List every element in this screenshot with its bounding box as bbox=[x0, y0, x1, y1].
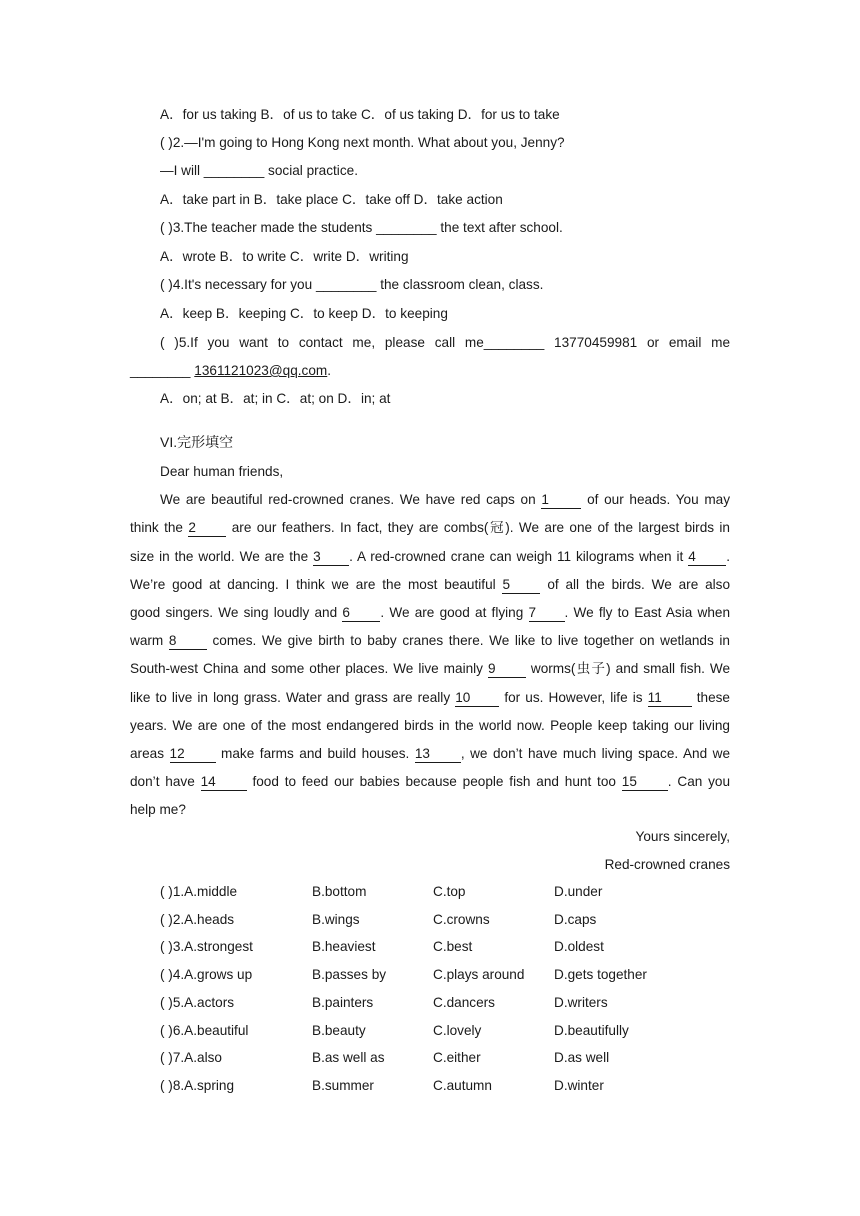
passage-line-8 bbox=[130, 688, 730, 708]
passage-line-9: years. We are one of the most endangered birds in the world now. People keep taking our living bbox=[130, 718, 730, 733]
passage-line-11 bbox=[130, 772, 730, 792]
passage-text: , we don’t have much living space. And we bbox=[460, 746, 731, 761]
passage-text: warm bbox=[130, 633, 164, 648]
blank-4: 4 bbox=[688, 549, 726, 566]
option-b: B.bottom bbox=[312, 884, 367, 899]
passage-line-1 bbox=[160, 490, 730, 510]
passage-text: . A red-crowned crane can weigh 11 kilograms when it bbox=[349, 549, 684, 564]
blank-9: 9 bbox=[488, 661, 526, 678]
question-row bbox=[160, 965, 730, 985]
q5-options: A．on; at B．at; in C．at; on D．in; at bbox=[160, 391, 391, 406]
question-row bbox=[160, 1048, 730, 1068]
passage-text: . Can you bbox=[667, 774, 731, 789]
q5-stem: ( )5.If you want to contact me, please call me________ 13770459981 or email me bbox=[160, 335, 730, 350]
passage-text: are our feathers. In fact, they are combs(冠). We are one of the largest birds in bbox=[231, 520, 730, 535]
option-d: D.beautifully bbox=[554, 1023, 629, 1038]
blank-2: 2 bbox=[188, 520, 226, 537]
passage-text: make farms and build houses. bbox=[221, 746, 410, 761]
q1-options: A．for us taking B．of us to take C．of us taking D．for us to take bbox=[160, 107, 560, 122]
question-row bbox=[160, 1021, 730, 1041]
passage-text: like to live in long grass. Water and grass are really bbox=[130, 690, 451, 705]
option-c: C.autumn bbox=[433, 1078, 492, 1093]
blank-3: 3 bbox=[313, 549, 349, 566]
blank-13: 13 bbox=[415, 746, 461, 763]
passage-text: We are beautiful red-crowned cranes. We have red caps on bbox=[160, 492, 536, 507]
option-d: D.oldest bbox=[554, 939, 604, 954]
q4-options: A．keep B．keeping C．to keep D．to keeping bbox=[160, 306, 448, 321]
question-stem: ( )3.A.strongest bbox=[160, 939, 253, 954]
question-stem: ( )4.A.grows up bbox=[160, 967, 253, 982]
q5-blank: ________ bbox=[130, 363, 191, 378]
passage-line-12: help me? bbox=[130, 802, 186, 817]
blank-14: 14 bbox=[201, 774, 247, 791]
blank-12: 12 bbox=[170, 746, 216, 763]
option-d: D.gets together bbox=[554, 967, 647, 982]
passage-text: good singers. We sing loudly and bbox=[130, 605, 338, 620]
option-c: C.crowns bbox=[433, 912, 490, 927]
passage-text: comes. We give birth to baby cranes there. We like to live together on wetlands in bbox=[212, 633, 730, 648]
passage-text: We’re good at dancing. I think we are the most beautiful bbox=[130, 577, 496, 592]
blank-11: 11 bbox=[648, 690, 692, 707]
option-c: C.dancers bbox=[433, 995, 495, 1010]
question-stem: ( )8.A.spring bbox=[160, 1078, 235, 1093]
salutation: Dear human friends, bbox=[160, 464, 284, 479]
question-row bbox=[160, 910, 730, 930]
question-row bbox=[160, 1076, 730, 1096]
q3-stem: ( )3.The teacher made the students ________ the text after school. bbox=[160, 220, 563, 235]
passage-text: of all the birds. We are also bbox=[547, 577, 731, 592]
question-row bbox=[160, 937, 730, 957]
question-stem: ( )7.A.also bbox=[160, 1050, 222, 1065]
option-b: B.heaviest bbox=[312, 939, 376, 954]
passage-text: size in the world. We are the bbox=[130, 549, 309, 564]
passage-text: for us. However, life is bbox=[504, 690, 643, 705]
passage-text: these bbox=[696, 690, 730, 705]
option-c: C.either bbox=[433, 1050, 481, 1065]
option-b: B.wings bbox=[312, 912, 360, 927]
q3-options: A．wrote B．to write C．write D．writing bbox=[160, 249, 409, 264]
passage-text: . We are good at flying bbox=[380, 605, 524, 620]
q5-continuation bbox=[130, 361, 730, 381]
q2-reply: —I will ________ social practice. bbox=[160, 163, 358, 178]
option-b: B.beauty bbox=[312, 1023, 366, 1038]
question-stem: ( )6.A.beautiful bbox=[160, 1023, 249, 1038]
blank-6: 6 bbox=[342, 605, 380, 622]
question-row bbox=[160, 882, 730, 902]
option-d: D.writers bbox=[554, 995, 608, 1010]
option-c: C.top bbox=[433, 884, 466, 899]
option-c: C.lovely bbox=[433, 1023, 482, 1038]
option-d: D.caps bbox=[554, 912, 597, 927]
section-heading: VI.完形填空 bbox=[160, 434, 234, 450]
option-c: C.plays around bbox=[433, 967, 525, 982]
question-stem: ( )5.A.actors bbox=[160, 995, 235, 1010]
option-d: D.as well bbox=[554, 1050, 610, 1065]
option-b: B.summer bbox=[312, 1078, 374, 1093]
option-b: B.painters bbox=[312, 995, 374, 1010]
blank-1: 1 bbox=[541, 492, 581, 509]
option-c: C.best bbox=[433, 939, 473, 954]
question-row bbox=[160, 993, 730, 1013]
passage-line-6 bbox=[130, 631, 730, 651]
q2-stem: ( )2.—I'm going to Hong Kong next month. What about you, Jenny? bbox=[160, 135, 565, 150]
passage-line-4 bbox=[130, 575, 730, 595]
passage-text: . We fly to East Asia when bbox=[564, 605, 731, 620]
option-b: B.passes by bbox=[312, 967, 387, 982]
q4-stem: ( )4.It's necessary for you ________ the classroom clean, class. bbox=[160, 277, 544, 292]
passage-text: South-west China and some other places. We live mainly bbox=[130, 661, 483, 676]
blank-5: 5 bbox=[502, 577, 540, 594]
passage-line-5 bbox=[130, 603, 730, 623]
option-d: D.winter bbox=[554, 1078, 604, 1093]
passage-text: food to feed our babies because people fish and hunt too bbox=[252, 774, 616, 789]
blank-10: 10 bbox=[455, 690, 499, 707]
passage-line-10 bbox=[130, 744, 730, 764]
blank-7: 7 bbox=[529, 605, 565, 622]
blank-15: 15 bbox=[622, 774, 668, 791]
passage-line-2 bbox=[130, 518, 730, 538]
blank-8: 8 bbox=[169, 633, 207, 650]
signature: Red-crowned cranes bbox=[604, 857, 730, 872]
passage-text: areas bbox=[130, 746, 165, 761]
passage-text: of our heads. You may bbox=[587, 492, 731, 507]
q5-period: . bbox=[327, 363, 332, 378]
passage-text: worms(虫子) and small fish. We bbox=[530, 661, 731, 676]
question-stem: ( )1.A.middle bbox=[160, 884, 238, 899]
closing: Yours sincerely, bbox=[635, 829, 730, 844]
passage-text: don’t have bbox=[130, 774, 195, 789]
option-b: B.as well as bbox=[312, 1050, 385, 1065]
passage-text: . bbox=[726, 549, 731, 564]
question-stem: ( )2.A.heads bbox=[160, 912, 235, 927]
passage-line-7 bbox=[130, 659, 730, 679]
passage-text: think the bbox=[130, 520, 183, 535]
option-d: D.under bbox=[554, 884, 603, 899]
q2-options: A．take part in B．take place C．take off D．take action bbox=[160, 192, 503, 207]
passage-line-3 bbox=[130, 547, 730, 567]
email-link[interactable]: 1361121023@qq.com bbox=[194, 363, 328, 378]
